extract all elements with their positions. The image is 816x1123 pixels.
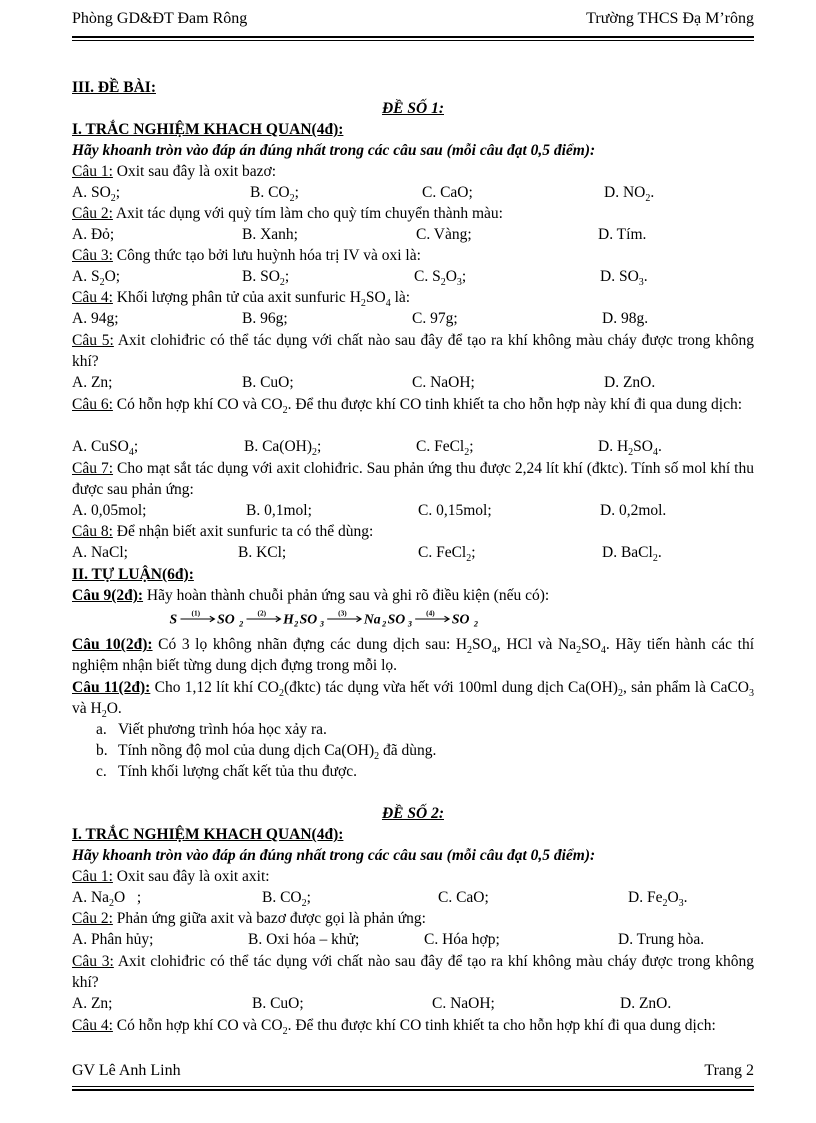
footer-left: GV Lê Anh Linh	[72, 1062, 181, 1079]
option-a: A. 0,05mol;	[72, 502, 147, 519]
option-c: C. 97g;	[412, 310, 458, 327]
svg-text:2: 2	[382, 619, 387, 629]
de1-q9: Câu 9(2đ): Hãy hoàn thành chuỗi phản ứng sau và ghi rõ điều kiện (nếu có):	[72, 587, 550, 604]
de1-title: ĐỀ SỐ 1:	[381, 100, 444, 117]
option-c: C. CaO;	[438, 889, 489, 906]
chain-na: Na	[363, 611, 381, 627]
option-a: A. NaCl;	[72, 544, 128, 561]
svg-text:3: 3	[319, 619, 324, 629]
option-a: A. Đỏ;	[72, 226, 115, 243]
de1-q10: Câu 10(2đ): Có 3 lọ không nhãn đựng các dung dịch sau: $H_2SO_4$, HCl và $Na_2SO_4$. Hãy tiến hành các thí nghiệm nhận biết từng dung dịch đựng trong mỗi lọ.	[72, 636, 754, 674]
footer-rule	[72, 1086, 754, 1091]
option-d: D. ZnO.	[620, 995, 672, 1012]
option-d: D. $Fe_2O_3$.	[628, 889, 688, 910]
de1-q3: Câu 3: Công thức tạo bởi lưu huỳnh hóa trị IV và oxi là:	[72, 247, 421, 264]
option-d: D. ZnO.	[604, 374, 656, 391]
de1-q2-options	[72, 225, 754, 245]
page-footer	[72, 1062, 754, 1084]
de2-q4: Câu 4: Có hỗn hợp khí CO và $CO_2$. Để thu được khí CO tinh khiết ta cho hỗn hợp khí đi qua dung dịch:	[72, 1017, 716, 1038]
de1-q5: Câu 5: Axit clohiđric có thể tác dụng với chất nào sau đây để tạo ra khí không màu cháy được trong không khí?	[72, 332, 754, 370]
page	[72, 0, 754, 1123]
option-d: D. Tím.	[598, 226, 647, 243]
de1-q8-options	[72, 543, 754, 563]
option-d: D. $SO_3$.	[600, 268, 648, 289]
option-a: A. $SO_2$;	[72, 184, 121, 205]
de1-q11-a: a. Viết phương trình hóa học xảy ra.	[96, 721, 327, 738]
de1-q4: Câu 4: Khối lượng phân tử của axit sunfuric $H_2SO_4$ là:	[72, 289, 411, 310]
option-c: C. Hóa hợp;	[424, 931, 500, 948]
option-a: A. Zn;	[72, 374, 113, 391]
option-b: B. KCl;	[238, 544, 287, 561]
option-d: D. 0,2mol.	[600, 502, 667, 519]
de2-instruction: Hãy khoanh tròn vào đáp án đúng nhất trong các câu sau (mỗi câu đạt 0,5 điểm):	[72, 847, 596, 864]
option-a: A. Zn;	[72, 995, 113, 1012]
de1-q3-options	[72, 267, 754, 287]
header-rule	[72, 36, 754, 41]
de1-q6-options	[72, 437, 754, 457]
chain-n2: (2)	[257, 608, 267, 618]
de1-q9-chain	[72, 608, 754, 632]
de1-q8: Câu 8: Để nhận biết axit sunfuric ta có thể dùng:	[72, 523, 374, 540]
de1-q11: Câu 11(2đ): Cho 1,12 lít khí $CO_2(đktc)$ tác dụng vừa hết với 100ml dung dịch $Ca(OH)_2$, sản phẩm là CaCO$_3$ và $H_2O$.	[72, 679, 754, 721]
option-c: C. FeCl$_2$;	[418, 544, 476, 565]
option-c: C. NaOH;	[432, 995, 495, 1012]
de1-q4-options	[72, 309, 754, 329]
de1-q6: Câu 6: Có hỗn hợp khí CO và $CO_2$. Để thu được khí CO tinh khiết ta cho hỗn hợp này khí đi qua dung dịch:	[72, 396, 743, 417]
header-left: Phòng GD&ĐT Đam Rông	[72, 10, 248, 27]
de1-q5-options	[72, 373, 754, 393]
option-a: A. CuSO$_4$;	[72, 438, 139, 459]
chain-n1: (1)	[191, 608, 201, 618]
de1-q11-b: b. Tính nồng độ mol của dung dịch $Ca(OH)_2$ đã dùng.	[96, 742, 437, 763]
option-c: C. NaOH;	[412, 374, 475, 391]
header-right: Trường THCS Đạ M’rông	[586, 10, 754, 27]
de1-q7-options	[72, 501, 754, 521]
de2-q2: Câu 2: Phản ứng giữa axit và bazơ được gọi là phản ứng:	[72, 910, 426, 927]
chain-n3: (3)	[338, 608, 347, 618]
de2-q2-options	[72, 930, 754, 950]
de2-q1-options	[72, 888, 754, 908]
option-b: B. $Ca(OH)_2$;	[244, 438, 322, 459]
option-b: B. CuO;	[242, 374, 294, 391]
option-c: C. Vàng;	[416, 226, 472, 243]
chain-h: H	[283, 611, 294, 627]
option-d: D. 98g.	[602, 310, 649, 327]
option-b: B. Xanh;	[242, 226, 298, 243]
option-a: A. $Na_2O$ ;	[72, 889, 142, 910]
de2-part1-title: I. TRẮC NGHIỆM KHACH QUAN(4đ):	[72, 826, 344, 843]
option-a: A. 94g;	[72, 310, 119, 327]
de1-q2: Câu 2: Axit tác dụng với quỳ tím làm cho quỳ tím chuyển thành màu:	[72, 205, 503, 222]
option-a: A. $S_2O$;	[72, 268, 121, 289]
option-b: B. $SO_2$;	[242, 268, 290, 289]
option-b: B. $CO_2$;	[250, 184, 299, 205]
svg-text:2: 2	[294, 619, 299, 629]
de1-part2-title: II. TỰ LUẬN(6đ):	[72, 566, 194, 583]
de1-q1: Câu 1: Oxit sau đây là oxit bazơ:	[72, 163, 277, 180]
de1-q1-options	[72, 183, 754, 203]
svg-text:2: 2	[473, 619, 478, 629]
svg-text:3: 3	[407, 619, 412, 629]
de1-q7: Câu 7: Cho mạt sắt tác dụng với axit clohiđric. Sau phản ứng thu được 2,24 lít khí (đktc). Tính số mol khí thu được sau phản ứng:	[72, 460, 754, 498]
de2-q3: Câu 3: Axit clohiđric có thể tác dụng với chất nào sau đây để tạo ra khí không màu cháy được trong không khí?	[72, 953, 754, 991]
chain-so2: SO	[217, 611, 235, 627]
chain-n4: (4)	[426, 608, 435, 618]
option-b: B. 96g;	[242, 310, 288, 327]
option-c: C. $S_2O_3$;	[414, 268, 467, 289]
option-b: B. 0,1mol;	[246, 502, 312, 519]
svg-text:SO: SO	[299, 611, 318, 627]
chain-so2b: SO	[451, 611, 470, 627]
section-title: III. ĐỀ BÀI:	[72, 79, 156, 96]
reaction-chain	[152, 608, 572, 630]
de1-part1-title: I. TRẮC NGHIỆM KHACH QUAN(4đ):	[72, 121, 344, 138]
svg-text:2: 2	[239, 619, 244, 629]
option-c: C. FeCl$_2$;	[416, 438, 474, 459]
option-c: C. CaO;	[422, 184, 473, 201]
de1-q11-c: c. Tính khối lượng chất kết tủa thu được.	[96, 763, 357, 780]
option-b: B. CuO;	[252, 995, 304, 1012]
page-number: Trang 2	[704, 1062, 754, 1079]
option-d: D. BaCl$_2$.	[602, 544, 662, 565]
chain-s: S	[169, 611, 178, 627]
option-b: B. Oxi hóa – khử;	[248, 931, 360, 948]
de1-instruction: Hãy khoanh tròn vào đáp án đúng nhất trong các câu sau (mỗi câu đạt 0,5 điểm):	[72, 142, 596, 159]
option-c: C. 0,15mol;	[418, 502, 492, 519]
de2-q1: Câu 1: Oxit sau đây là oxit axit:	[72, 868, 270, 885]
option-d: D. Trung hòa.	[618, 931, 705, 948]
de2-q3-options	[72, 994, 754, 1014]
option-d: D. $NO_2$.	[604, 184, 655, 205]
de2-title: ĐỀ SỐ 2:	[381, 805, 444, 822]
svg-text:SO: SO	[387, 611, 406, 627]
option-d: D. $H_2SO_4$.	[598, 438, 662, 459]
page-header	[72, 10, 754, 34]
option-b: B. $CO_2$;	[262, 889, 311, 910]
option-a: A. Phân hủy;	[72, 931, 154, 948]
